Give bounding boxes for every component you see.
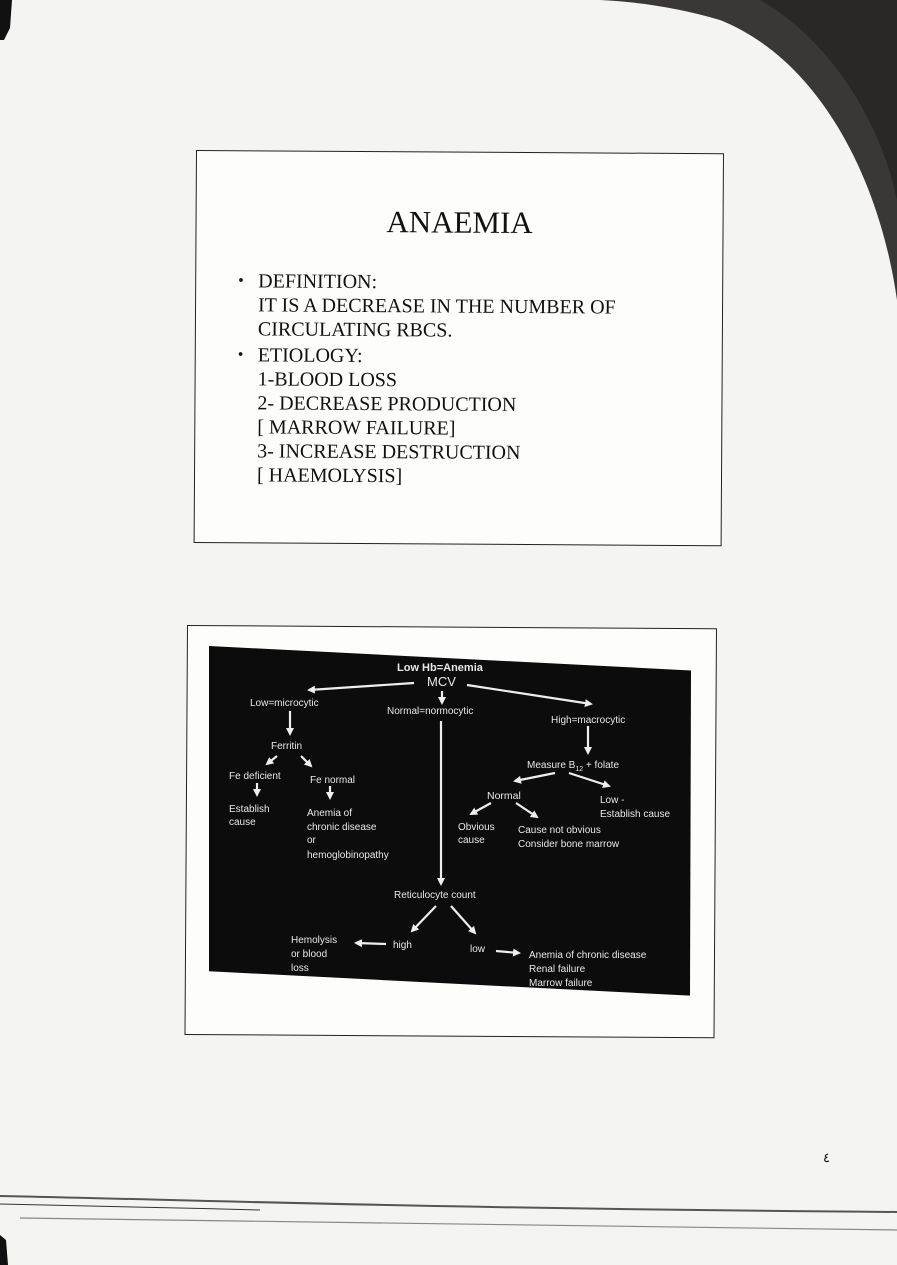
label-hemolysis: Hemolysis: [291, 935, 338, 946]
label-fe-deficient: Fe deficient: [229, 771, 281, 782]
bottom-left-mark: [0, 1235, 8, 1265]
label-normal-normocytic: Normal=normocytic: [387, 706, 474, 717]
label-high-macrocytic: High=macrocytic: [551, 715, 626, 726]
label-obvious-cause: Obvious: [458, 822, 495, 833]
label-hemolysis: or blood: [291, 949, 328, 960]
anemia-flowchart: [209, 646, 693, 996]
bullet-line: [ MARROW FAILURE]: [257, 416, 456, 440]
label-b12-low: Establish cause: [600, 809, 671, 820]
bullet-line: IT IS A DECREASE IN THE NUMBER OF: [257, 294, 616, 319]
label-hemolysis: loss: [291, 963, 309, 974]
label-anemia-chronic: Anemia of: [307, 808, 353, 819]
bullet-line: 3- INCREASE DESTRUCTION: [257, 440, 521, 464]
label-b12-normal: Normal: [487, 790, 521, 802]
bullet-icon: •: [237, 346, 244, 364]
label-anemia-chronic: or: [307, 835, 316, 846]
label-low-outcomes: Marrow failure: [529, 978, 593, 989]
bullet-line: ETIOLOGY:: [257, 344, 363, 368]
label-low-microcytic: Low=microcytic: [250, 698, 319, 709]
measure-suffix: + folate: [583, 760, 620, 771]
label-reticulocyte-count: Reticulocyte count: [394, 890, 476, 901]
scan-streak: [20, 1218, 897, 1230]
top-left-mark: [0, 0, 12, 40]
bullet-etiology: [237, 343, 698, 490]
label-obvious-cause: cause: [458, 835, 485, 846]
measure-prefix: Measure B: [527, 760, 576, 771]
bullet-list: [237, 269, 698, 492]
label-establish-cause: Establish: [229, 804, 270, 815]
label-anemia-chronic: hemoglobinopathy: [307, 850, 389, 861]
bullet-line: 1-BLOOD LOSS: [257, 368, 398, 392]
label-cause-not-obvious: Consider bone marrow: [518, 839, 620, 850]
label-mcv: MCV: [427, 674, 456, 689]
label-retic-low: low: [470, 944, 486, 955]
scan-streak: [0, 1196, 897, 1212]
label-establish-cause: cause: [229, 817, 256, 828]
label-low-outcomes: Renal failure: [529, 964, 586, 975]
bullet-definition: [238, 269, 698, 344]
label-cause-not-obvious: Cause not obvious: [518, 825, 601, 836]
label-b12-low: Low -: [600, 795, 625, 806]
label-anemia-chronic: chronic disease: [307, 822, 377, 833]
bullet-line: [ HAEMOLYSIS]: [256, 464, 403, 488]
label-low-hb: Low Hb=Anemia: [397, 662, 483, 674]
scan-streak: [0, 1204, 260, 1210]
bullet-line: CIRCULATING RBCS.: [257, 318, 453, 342]
slide-anaemia-definition: [194, 150, 724, 546]
label-ferritin: Ferritin: [271, 741, 303, 752]
label-low-outcomes: Anemia of chronic disease: [529, 950, 647, 961]
slide-title: ANAEMIA: [386, 204, 533, 241]
arrow-high-hemolysis: [356, 943, 386, 944]
bullet-line: 2- DECREASE PRODUCTION: [257, 392, 517, 416]
page-number: ٤: [823, 1150, 830, 1165]
label-fe-normal: Fe normal: [310, 775, 356, 786]
label-retic-high: high: [393, 940, 412, 951]
bullet-icon: •: [238, 272, 244, 290]
measure-subscript: 12: [575, 766, 584, 773]
bullet-line: DEFINITION:: [258, 270, 378, 294]
